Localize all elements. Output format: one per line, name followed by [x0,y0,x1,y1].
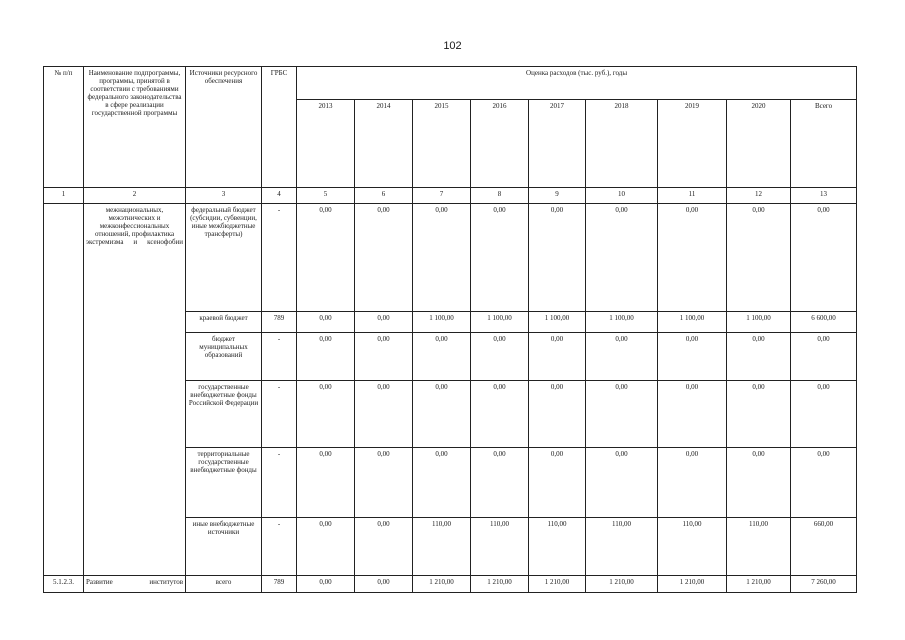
value-cell: 0,00 [297,576,355,593]
value-cell: 110,00 [586,518,658,576]
value-cell: 0,00 [297,333,355,381]
value-cell: 0,00 [529,381,586,448]
source-cell: краевой бюджет [186,312,262,333]
value-cell: 0,00 [529,448,586,518]
value-cell: 0,00 [355,518,413,576]
source-cell: иные внебюджетные источники [186,518,262,576]
value-cell: 1 100,00 [529,312,586,333]
value-cell: 0,00 [413,448,471,518]
value-cell: 0,00 [727,204,791,312]
value-cell: 1 210,00 [471,576,529,593]
value-cell: 0,00 [658,448,727,518]
header-year: 2014 [355,100,413,188]
column-index: 3 [186,188,262,204]
column-index: 5 [297,188,355,204]
header-sources: Источники ресурсного обеспечения [186,67,262,188]
value-cell: 0,00 [586,204,658,312]
value-cell: 0,00 [355,448,413,518]
value-cell: 0,00 [297,518,355,576]
value-cell: 0,00 [658,381,727,448]
source-cell: федеральный бюджет (субсидии, субвенции, иные межбюджетные трансферты) [186,204,262,312]
value-cell: 0,00 [658,333,727,381]
column-index-row [44,188,857,204]
value-cell: 0,00 [413,381,471,448]
total-cell: 6 600,00 [791,312,857,333]
header-year: 2013 [297,100,355,188]
header-year: 2015 [413,100,471,188]
total-cell: 0,00 [791,448,857,518]
value-cell: 0,00 [727,381,791,448]
column-index: 7 [413,188,471,204]
grbs-cell: - [262,381,297,448]
value-cell: 1 100,00 [658,312,727,333]
value-cell: 110,00 [727,518,791,576]
row-number-cell: 5.1.2.3. [44,576,84,593]
grbs-cell: - [262,204,297,312]
value-cell: 1 210,00 [586,576,658,593]
value-cell: 1 210,00 [658,576,727,593]
header-expenses: Оценка расходов (тыс. руб.), годы [297,67,857,100]
header-year: 2019 [658,100,727,188]
grbs-cell: 789 [262,312,297,333]
value-cell: 0,00 [658,204,727,312]
header-total: Всего [791,100,857,188]
grbs-cell: - [262,448,297,518]
value-cell: 1 210,00 [727,576,791,593]
value-cell: 0,00 [529,204,586,312]
source-cell: государственные внебюджетные фонды Российской Федерации [186,381,262,448]
value-cell: 0,00 [297,204,355,312]
column-index: 10 [586,188,658,204]
value-cell: 1 210,00 [529,576,586,593]
grbs-cell: 789 [262,576,297,593]
value-cell: 0,00 [355,333,413,381]
value-cell: 1 100,00 [413,312,471,333]
column-index: 1 [44,188,84,204]
value-cell: 0,00 [297,312,355,333]
budget-table [43,66,857,593]
table-row [44,576,857,593]
value-cell: 110,00 [413,518,471,576]
program-name-cell: Развитие институтов [84,576,186,593]
value-cell: 110,00 [471,518,529,576]
header-year: 2020 [727,100,791,188]
column-index: 4 [262,188,297,204]
value-cell: 0,00 [413,333,471,381]
value-cell: 0,00 [355,381,413,448]
value-cell: 1 100,00 [727,312,791,333]
source-cell: бюджет муниципальных образований [186,333,262,381]
table-row [44,204,857,312]
column-index: 13 [791,188,857,204]
value-cell: 0,00 [355,204,413,312]
grbs-cell: - [262,518,297,576]
value-cell: 0,00 [297,448,355,518]
total-cell: 0,00 [791,204,857,312]
source-cell: территориальные государственные внебюджетные фонды [186,448,262,518]
value-cell: 0,00 [471,333,529,381]
total-cell: 660,00 [791,518,857,576]
header-year: 2017 [529,100,586,188]
source-cell: всего [186,576,262,593]
value-cell: 1 100,00 [586,312,658,333]
value-cell: 0,00 [471,204,529,312]
value-cell: 1 210,00 [413,576,471,593]
value-cell: 1 100,00 [471,312,529,333]
value-cell: 0,00 [529,333,586,381]
page-number: 102 [443,40,462,52]
value-cell: 0,00 [471,448,529,518]
value-cell: 0,00 [355,576,413,593]
column-index: 2 [84,188,186,204]
column-index: 9 [529,188,586,204]
value-cell: 110,00 [658,518,727,576]
value-cell: 0,00 [727,448,791,518]
grbs-cell: - [262,333,297,381]
row-number-cell [44,204,84,576]
value-cell: 0,00 [727,333,791,381]
value-cell: 0,00 [355,312,413,333]
header-grbs: ГРБС [262,67,297,188]
program-name-cell: межнациональных, межэтнических и межконфессиональных отношений, профилактика экстремизма и ксенофобии [84,204,186,576]
value-cell: 0,00 [586,381,658,448]
column-index: 6 [355,188,413,204]
total-cell: 0,00 [791,381,857,448]
total-cell: 7 260,00 [791,576,857,593]
total-cell: 0,00 [791,333,857,381]
header-year: 2018 [586,100,658,188]
value-cell: 0,00 [586,333,658,381]
header-year: 2016 [471,100,529,188]
column-index: 12 [727,188,791,204]
header-name: Наименование подпрограммы, программы, принятой в соответствии с требованиями федерального законодательства в сфере реализации государственной программы [84,67,186,188]
column-index: 11 [658,188,727,204]
column-index: 8 [471,188,529,204]
value-cell: 0,00 [586,448,658,518]
value-cell: 0,00 [413,204,471,312]
value-cell: 0,00 [297,381,355,448]
value-cell: 110,00 [529,518,586,576]
header-num: № п/п [44,67,84,188]
value-cell: 0,00 [471,381,529,448]
